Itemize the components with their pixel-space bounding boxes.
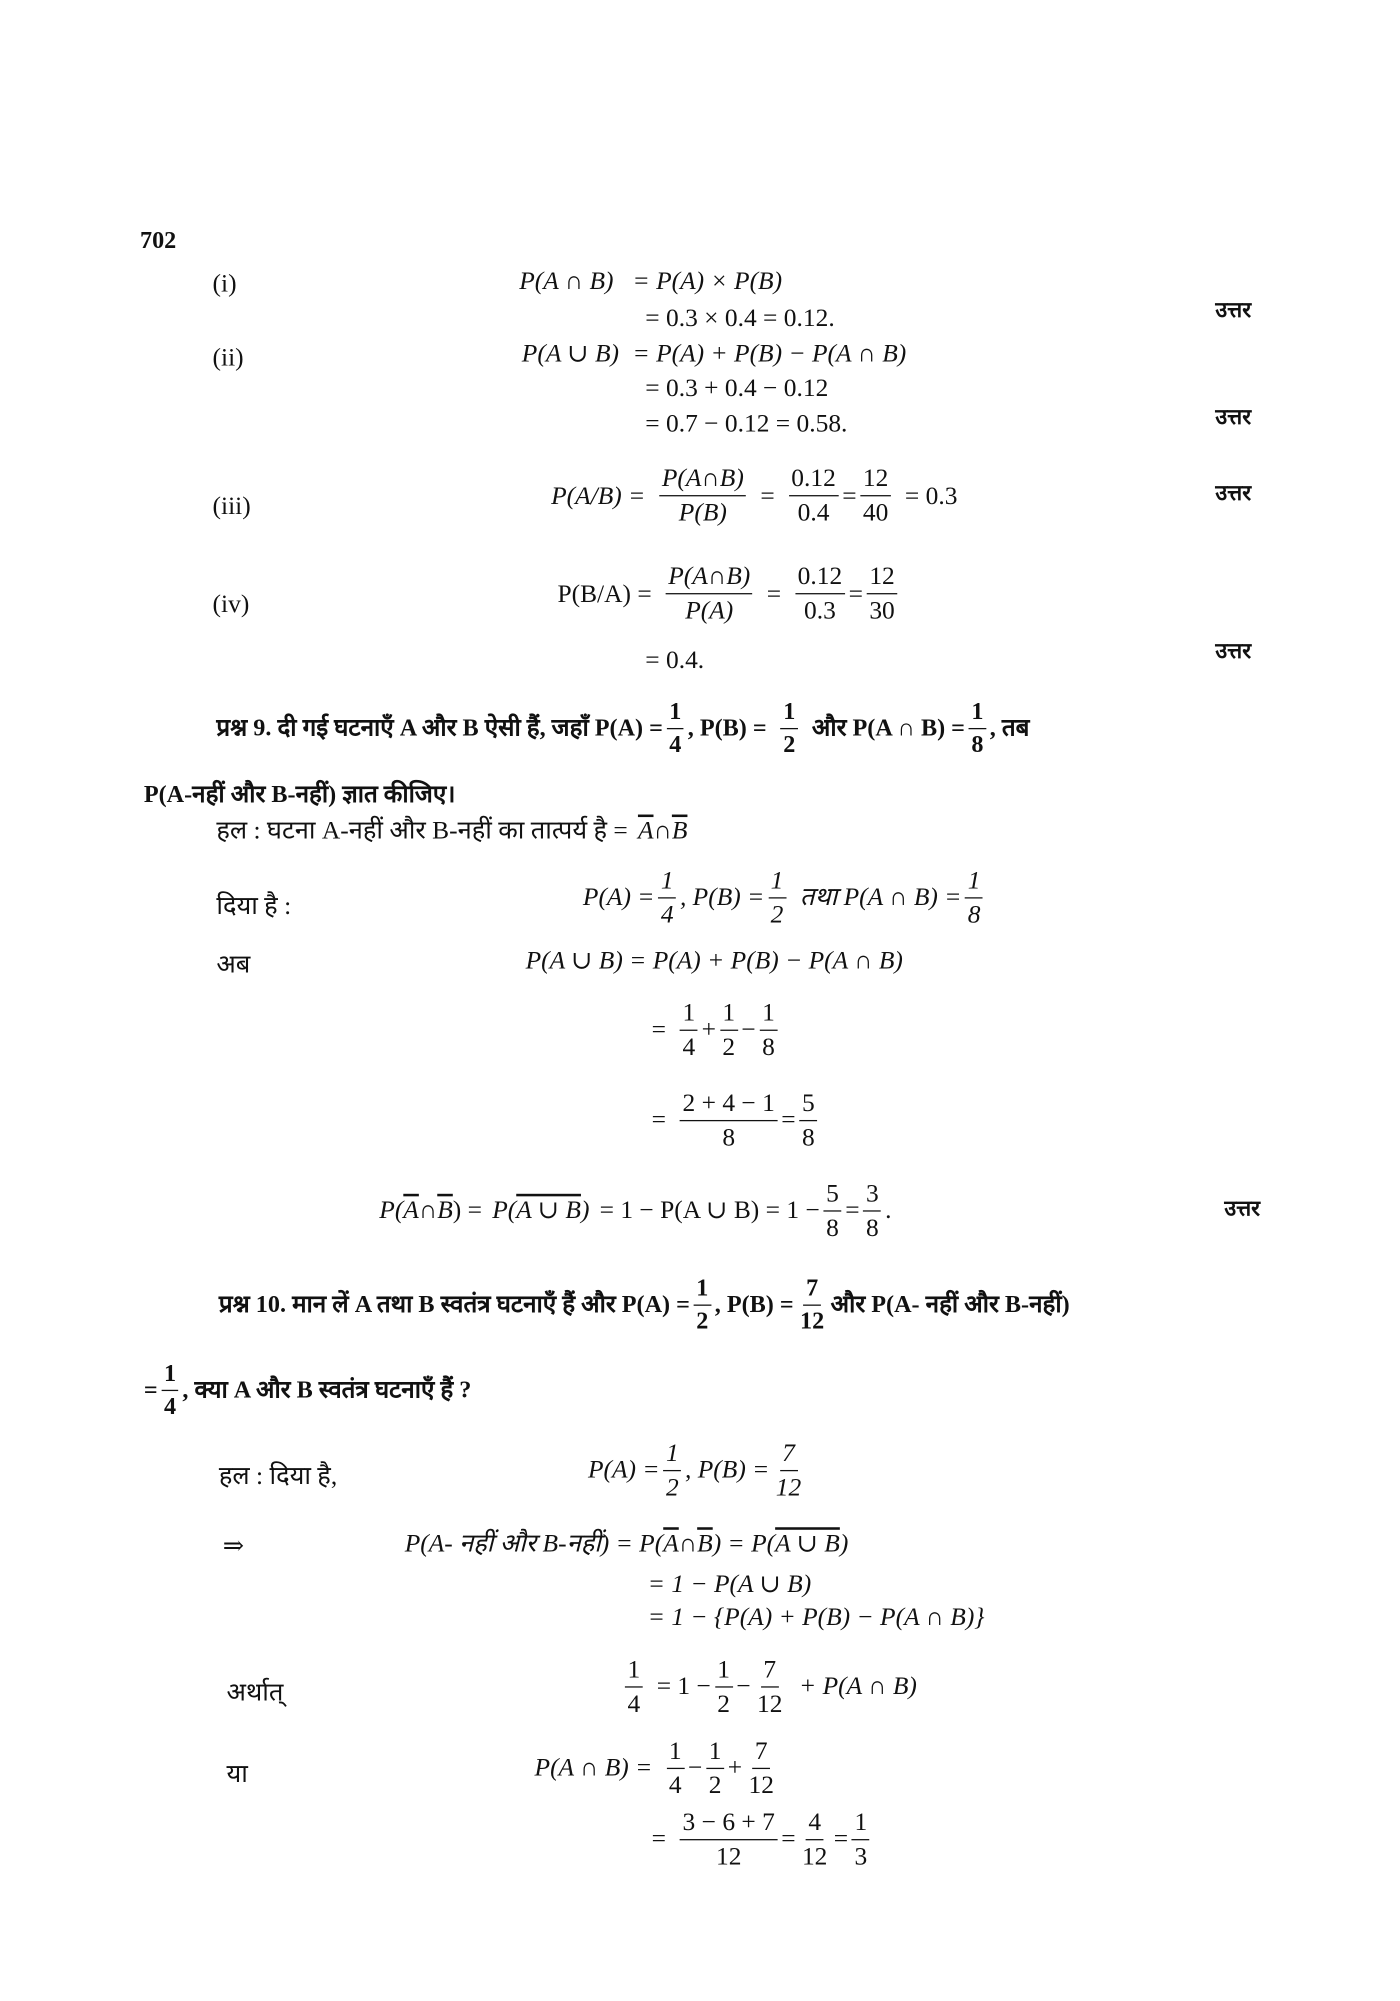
final-text: P( xyxy=(492,1196,517,1225)
numerator: 7 xyxy=(804,1277,821,1306)
question-10 xyxy=(219,1270,1070,1340)
numerator: 1 xyxy=(625,1656,643,1687)
fraction xyxy=(773,1440,804,1500)
question-text: , क्या A और B स्वतंत्र घटनाएँ हैं ? xyxy=(182,1376,472,1404)
equals: = xyxy=(781,1825,796,1854)
denominator: 30 xyxy=(869,596,895,625)
final-text: P( xyxy=(379,1196,404,1225)
answer-label: उत्तर xyxy=(1215,481,1252,507)
eq-i-r2: = 0.3 × 0.4 = 0.12. xyxy=(645,304,835,333)
ab-label: अब xyxy=(216,950,251,979)
result: = 0.3 xyxy=(904,481,958,510)
eq-i-r1: = P(A) × P(B) xyxy=(632,267,783,296)
answer-label: उत्तर xyxy=(1215,638,1252,665)
equals: = xyxy=(143,1376,158,1404)
fraction xyxy=(746,1738,777,1798)
answer-label: उत्तर xyxy=(1215,404,1252,431)
numerator: 0.12 xyxy=(789,466,839,497)
minus: − xyxy=(741,1015,756,1044)
fraction xyxy=(781,700,798,757)
q10-step2: = 1 − P(A ∪ B) xyxy=(647,1570,812,1599)
fraction xyxy=(969,700,986,757)
q10-step3: = 1 − {P(A) + P(B) − P(A ∩ B)} xyxy=(647,1603,985,1632)
fraction xyxy=(667,700,684,757)
fraction xyxy=(625,1656,643,1716)
q10-step4 xyxy=(621,1655,917,1719)
q9-union-eq: P(A ∪ B) = P(A) + P(B) − P(A ∩ B) xyxy=(525,946,903,975)
eq-i-lhs: P(A ∩ B) xyxy=(519,267,614,296)
fraction xyxy=(760,1000,778,1060)
question-text: , P(B) = xyxy=(687,715,767,742)
question-text: प्रश्न 10. मान लें A तथा B स्वतंत्र घटनाएँ हैं और P(A) = xyxy=(218,1291,690,1319)
numerator: 1 xyxy=(706,1738,724,1769)
fraction xyxy=(799,1809,830,1869)
numerator: 1 xyxy=(781,700,798,729)
numerator: 1 xyxy=(768,867,786,898)
denominator: 2 xyxy=(665,1473,679,1502)
fraction xyxy=(715,1656,733,1716)
fraction xyxy=(755,1656,786,1716)
denominator: 8 xyxy=(865,1213,879,1242)
q10-step5 xyxy=(535,1736,781,1800)
eq-ii-r1: = P(A) + P(B) − P(A ∩ B) xyxy=(632,339,907,368)
arthat-label: अर्थात् xyxy=(226,1678,284,1707)
fraction xyxy=(706,1738,724,1798)
intersection: ∩ xyxy=(678,1529,698,1558)
fraction xyxy=(680,1809,777,1869)
eq-ii-lhs: P(A ∪ B) xyxy=(521,339,620,368)
fraction xyxy=(863,1180,881,1240)
minus: − xyxy=(736,1672,751,1701)
answer-label: उत्तर xyxy=(1215,297,1252,324)
numerator: 1 xyxy=(666,1738,684,1769)
q9-final xyxy=(379,1179,891,1243)
q10-given xyxy=(588,1438,808,1502)
numerator: 1 xyxy=(760,1000,778,1031)
q10-step6 xyxy=(652,1807,874,1871)
final-text: ) = xyxy=(452,1196,483,1225)
eq-iii xyxy=(551,461,957,531)
fraction xyxy=(799,1090,817,1150)
numerator: 5 xyxy=(824,1180,842,1211)
fraction xyxy=(161,1361,178,1418)
question-text: और P(A ∩ B) = xyxy=(811,715,965,742)
numerator: 1 xyxy=(694,1277,711,1306)
given-text: P(A) = xyxy=(587,1455,660,1484)
denominator: 12 xyxy=(801,1842,828,1871)
denominator: P(B) xyxy=(678,498,727,527)
eq-iii-lhs: P(A/B) = xyxy=(551,481,646,510)
numerator: 1 xyxy=(663,1440,681,1471)
numerator: 1 xyxy=(667,700,684,729)
intersection: ∩ xyxy=(418,1196,438,1225)
denominator: 4 xyxy=(163,1392,177,1420)
given-label: दिया है : xyxy=(216,892,292,921)
fraction xyxy=(663,1440,681,1500)
ya-label: या xyxy=(226,1760,248,1789)
final-text: = 1 − P(A ∪ B) = 1 − xyxy=(599,1196,820,1225)
denominator: P(A) xyxy=(685,596,734,625)
equals: = xyxy=(760,481,775,510)
eq-iv-lhs: P(B/A) = xyxy=(557,579,652,608)
fraction xyxy=(680,1000,698,1060)
fraction xyxy=(666,1738,684,1798)
denominator: 4 xyxy=(668,1770,682,1799)
denominator: 0.3 xyxy=(804,596,836,625)
answer-label: उत्तर xyxy=(1224,1196,1261,1222)
equals: = xyxy=(651,1825,666,1854)
question-9-line2: P(A-नहीं और B-नहीं) ज्ञात कीजिए। xyxy=(143,781,456,809)
part-label-iv: (iv) xyxy=(212,590,250,619)
fraction xyxy=(659,466,746,526)
numerator: 12 xyxy=(867,564,898,595)
question-text: प्रश्न 9. दी गई घटनाएँ A और B ऐसी हैं, जहाँ P(A) = xyxy=(216,715,663,742)
equals: = xyxy=(781,1105,796,1134)
fraction xyxy=(798,1277,827,1334)
b-complement: $\overline{B}$ xyxy=(437,1196,453,1225)
question-text: , तब xyxy=(989,715,1030,742)
numerator: 1 xyxy=(680,1000,698,1031)
numerator: 7 xyxy=(780,1440,798,1471)
step-text: P(A- नहीं और B-नहीं) = P( xyxy=(404,1529,664,1558)
fraction xyxy=(860,466,891,526)
denominator: 8 xyxy=(971,731,984,759)
denominator: 12 xyxy=(748,1770,774,1799)
plus: + xyxy=(727,1753,743,1782)
numerator: 1 xyxy=(852,1809,870,1840)
denominator: 12 xyxy=(715,1842,742,1871)
question-9 xyxy=(216,694,1029,764)
eq-ii-r2: = 0.3 + 0.4 − 0.12 xyxy=(645,374,829,403)
numerator: P(A∩B) xyxy=(666,564,753,595)
denominator: 8 xyxy=(967,900,981,929)
q10-solution-label: हल : दिया है, xyxy=(218,1462,338,1491)
numerator: 1 xyxy=(658,867,676,898)
numerator: 1 xyxy=(965,867,983,898)
fraction xyxy=(824,1180,842,1240)
equals: = xyxy=(845,1196,860,1225)
denominator: 8 xyxy=(801,1123,815,1152)
step-text: ) xyxy=(839,1529,849,1558)
intersection: ∩ xyxy=(653,817,672,846)
a-complement: $\overline{A}$ xyxy=(637,817,654,846)
denominator: 4 xyxy=(627,1689,641,1718)
fraction xyxy=(694,1277,711,1334)
numerator: 2 + 4 − 1 xyxy=(680,1090,777,1121)
eq-iv-r2: = 0.4. xyxy=(645,646,705,675)
minus: − xyxy=(687,1753,703,1782)
given-text: P(A) = xyxy=(582,883,655,912)
numerator: 1 xyxy=(715,1656,733,1687)
fraction xyxy=(666,564,753,624)
step-text: ) = P( xyxy=(712,1529,776,1558)
part-label-i: (i) xyxy=(212,269,237,298)
denominator: 2 xyxy=(708,1770,722,1799)
numerator: 3 − 6 + 7 xyxy=(680,1809,777,1840)
denominator: 2 xyxy=(770,900,784,929)
numerator: 7 xyxy=(752,1738,770,1769)
denominator: 4 xyxy=(660,900,674,929)
union-complement: A ∪ B xyxy=(775,1529,840,1558)
final-text: ) xyxy=(580,1196,590,1225)
b-complement: $\overline{B}$ xyxy=(697,1529,713,1558)
denominator: 40 xyxy=(862,498,889,527)
numerator: 7 xyxy=(761,1656,779,1687)
page-number: 702 xyxy=(139,227,177,255)
denominator: 8 xyxy=(826,1213,839,1242)
equals: = xyxy=(848,579,863,608)
numerator: 1 xyxy=(161,1361,178,1390)
equals: = xyxy=(651,1105,666,1134)
fraction xyxy=(965,867,983,927)
denominator: 2 xyxy=(722,1032,736,1061)
fraction xyxy=(680,1090,777,1150)
part-label-iii: (iii) xyxy=(212,492,251,521)
fraction xyxy=(768,867,786,927)
equals: = xyxy=(766,579,782,608)
step-text: P(A ∩ B) = xyxy=(534,1753,653,1782)
numerator: 5 xyxy=(799,1090,817,1121)
q9-given xyxy=(583,865,987,929)
numerator: 0.12 xyxy=(795,564,845,595)
denominator: 4 xyxy=(682,1032,696,1061)
step-text: + P(A ∩ B) xyxy=(799,1672,917,1701)
denominator: 0.4 xyxy=(797,498,830,527)
numerator: 1 xyxy=(969,700,986,729)
union-complement: A ∪ B xyxy=(516,1196,581,1225)
a-complement: $\overline{A}$ xyxy=(663,1529,679,1558)
denominator: 2 xyxy=(717,1689,730,1718)
denominator: 12 xyxy=(800,1308,825,1336)
equals: = xyxy=(651,1015,666,1044)
a-complement: $\overline{A}$ xyxy=(403,1196,419,1225)
denominator: 4 xyxy=(669,731,682,759)
q9-solution-intro xyxy=(216,817,688,846)
question-10-line2 xyxy=(144,1358,472,1422)
numerator: P(A∩B) xyxy=(659,466,746,497)
b-complement: $\overline{B}$ xyxy=(671,817,688,846)
fraction xyxy=(867,564,898,624)
fraction xyxy=(789,466,839,526)
question-text: , P(B) = xyxy=(714,1291,794,1319)
denominator: 3 xyxy=(854,1842,868,1871)
denominator: 12 xyxy=(757,1689,783,1718)
fraction xyxy=(720,1000,738,1060)
fraction xyxy=(852,1809,870,1869)
denominator: 2 xyxy=(783,731,796,759)
given-text: , P(B) = xyxy=(679,883,765,912)
plus: + xyxy=(701,1015,716,1044)
implies-icon: ⇒ xyxy=(222,1532,245,1561)
final-text: . xyxy=(885,1196,892,1225)
eq-iv xyxy=(557,559,901,629)
question-text: और P(A- नहीं और B-नहीं) xyxy=(830,1291,1070,1319)
numerator: 1 xyxy=(720,1000,738,1031)
denominator: 8 xyxy=(722,1123,736,1152)
numerator: 3 xyxy=(863,1180,881,1211)
numerator: 12 xyxy=(860,466,891,497)
fraction xyxy=(658,867,676,927)
denominator: 8 xyxy=(762,1032,775,1061)
numerator: 4 xyxy=(806,1809,824,1840)
solution-text: हल : घटना A-नहीं और B-नहीं का तात्पर्य है = xyxy=(216,817,628,846)
equals: = xyxy=(842,481,857,510)
step-text: = 1 − xyxy=(656,1672,711,1701)
q9-step1 xyxy=(652,998,782,1062)
given-text: तथा P(A ∩ B) = xyxy=(799,883,962,912)
part-label-ii: (ii) xyxy=(212,343,244,372)
eq-ii-r3: = 0.7 − 0.12 = 0.58. xyxy=(645,409,848,438)
fraction xyxy=(795,564,845,624)
q10-step1 xyxy=(405,1531,849,1556)
equals: = xyxy=(833,1825,849,1854)
denominator: 12 xyxy=(775,1473,802,1502)
given-text: , P(B) = xyxy=(685,1455,770,1484)
denominator: 2 xyxy=(696,1308,709,1336)
q9-step2 xyxy=(652,1088,821,1152)
